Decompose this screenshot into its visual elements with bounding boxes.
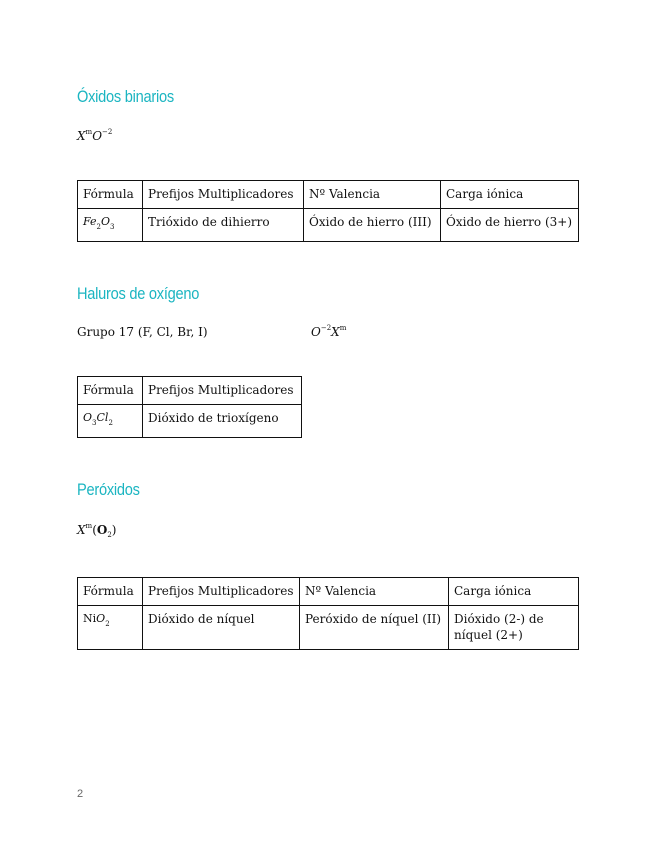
general-formula-peroxidos: $X^m(O_2)$	[77, 522, 117, 539]
table-haluros-oxigeno	[77, 376, 302, 438]
cell-formula: $Fe_2O_3$	[78, 209, 143, 242]
header-prefijos: Prefijos Multiplicadores	[143, 578, 300, 606]
table-header-row	[78, 578, 579, 606]
heading-haluros-oxigeno: Haluros de oxígeno	[77, 284, 200, 303]
cell-carga: Dióxido (2-) de níquel (2+)	[449, 606, 579, 650]
cell-valencia: Óxido de hierro (III)	[304, 209, 441, 242]
header-carga: Carga iónica	[449, 578, 579, 606]
cell-prefijos: Trióxido de dihierro	[143, 209, 304, 242]
cell-carga: Óxido de hierro (3+)	[441, 209, 579, 242]
page-number: 2	[77, 788, 84, 800]
header-prefijos: Prefijos Multiplicadores	[143, 377, 302, 405]
cell-formula: $O_3Cl_2$	[78, 405, 143, 438]
heading-oxidos-binarios: Óxidos binarios	[77, 87, 174, 106]
header-carga: Carga iónica	[441, 181, 579, 209]
header-formula: Fórmula	[78, 578, 143, 606]
general-formula-haluros: $O^{-2}X^m$	[311, 324, 347, 339]
table-header-row	[78, 377, 302, 405]
table-row	[78, 405, 302, 438]
general-formula-oxidos: $X^mO^{-2}$	[77, 128, 113, 143]
group-text: Grupo 17 (F, Cl, Br, I)	[77, 325, 208, 339]
header-formula: Fórmula	[78, 181, 143, 209]
cell-prefijos: Dióxido de níquel	[143, 606, 300, 650]
header-valencia: Nº Valencia	[304, 181, 441, 209]
table-row	[78, 209, 579, 242]
header-valencia: Nº Valencia	[300, 578, 449, 606]
table-peroxidos	[77, 577, 579, 650]
header-formula: Fórmula	[78, 377, 143, 405]
heading-peroxidos: Peróxidos	[77, 480, 140, 499]
table-row	[78, 606, 579, 650]
header-prefijos: Prefijos Multiplicadores	[143, 181, 304, 209]
cell-valencia: Peróxido de níquel (II)	[300, 606, 449, 650]
cell-prefijos: Dióxido de trioxígeno	[143, 405, 302, 438]
cell-formula: NiO$_2$	[78, 606, 143, 650]
table-header-row	[78, 181, 579, 209]
table-oxidos-binarios	[77, 180, 579, 242]
